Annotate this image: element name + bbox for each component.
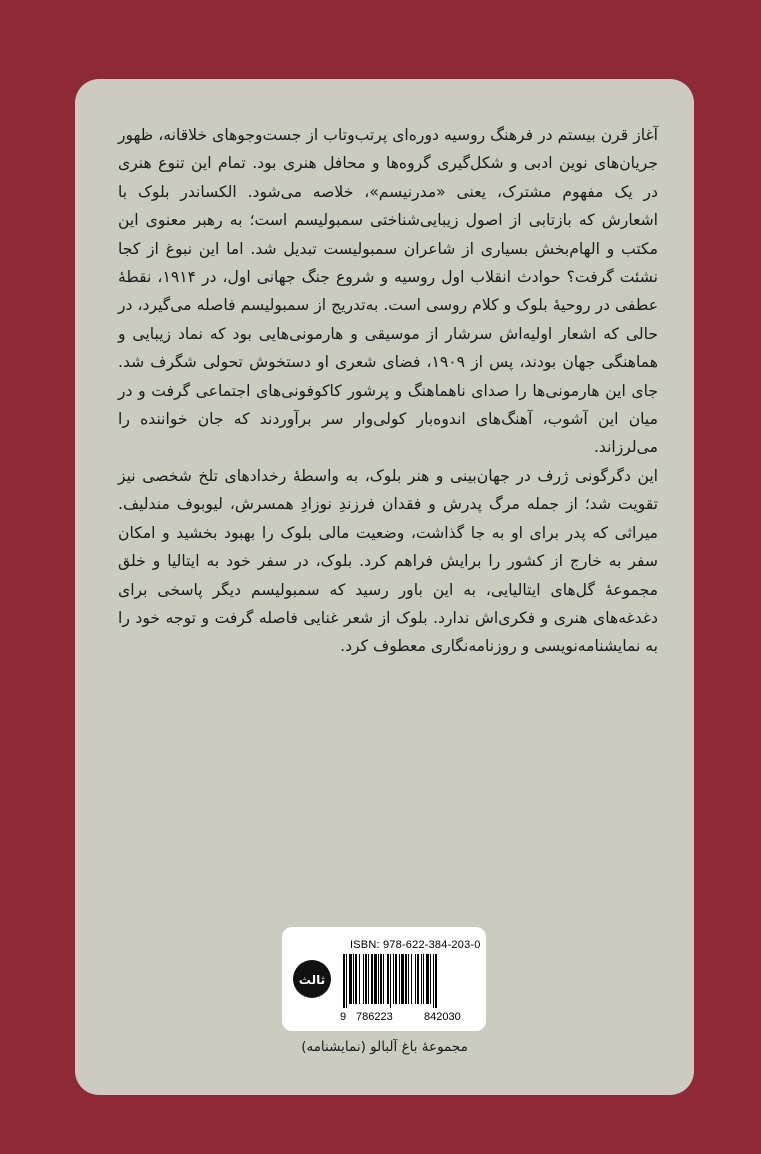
barcode-bar bbox=[359, 954, 360, 1004]
barcode-bar bbox=[343, 954, 345, 1008]
barcode-bar bbox=[421, 954, 422, 1004]
barcode-bar bbox=[426, 954, 429, 1004]
barcode-bar bbox=[387, 954, 389, 1004]
publisher-logo-text: ثالث bbox=[298, 973, 326, 987]
barcode-bar bbox=[423, 954, 424, 1004]
text-panel bbox=[75, 79, 694, 1095]
barcode-bar bbox=[363, 954, 364, 1004]
barcode-bar bbox=[380, 954, 382, 1004]
barcode-bar bbox=[399, 954, 400, 1004]
barcode-bar bbox=[401, 954, 404, 1004]
barcode-box bbox=[282, 927, 486, 1031]
barcode-bar bbox=[390, 954, 391, 1008]
barcode-bar bbox=[405, 954, 407, 1004]
barcode-lead-digit: 9 bbox=[340, 1011, 347, 1023]
barcode-bar bbox=[430, 954, 431, 1004]
barcode-bar bbox=[383, 954, 384, 1004]
synopsis-paragraph: این دگرگونی ژرف در جهان‌بینی و هنر بلوک، به واسطهٔ رخدادهای تلخ شخصی نیز تقویت شد؛ از جمله مرگ پدرش و فقدان فرزندِ نوزادِ همسرش، لیوبوف مندلیف. میراثی که پدر برای او به جا گذاشت، وضعیت مالی بلوک را بهبود بخشید و امکان سفر به خارج از کشور را برایش فراهم کرد. بلوک، در سفر خود به ایتالیا و خلق مجموعهٔ گل‌های ایتالیایی، به این باور رسید که سمبولیسم دیگر پاسخی برای دغدغه‌های هنری و فکری‌اش ندارد. بلوک از شعر غنایی فاصله گرفت و توجه خود را به نمایشنامه‌نویسی و روزنامه‌نگاری معطوف کرد. bbox=[118, 466, 658, 656]
barcode-bar bbox=[353, 954, 354, 1004]
isbn-label: ISBN: 978-622-384-203-0 bbox=[350, 939, 481, 951]
barcode-right-digits: 842030 bbox=[424, 1011, 461, 1023]
barcode-bar bbox=[371, 954, 373, 1004]
synopsis-paragraph: آغاز قرن بیستم در فرهنگ روسیه دوره‌ای پرتب‌وتاب از جست‌وجوهای خلاقانه، ظهور جریان‌های نوین ادبی و شکل‌گیری گروه‌ها و محافل هنری بود. تمام این تنوع هنری در یک مفهوم مشترک، یعنی «مدرنیسم»، خلاصه می‌شود. الکساندر بلوک با اشعارش که بازتابی از اصول زیبایی‌شناختی سمبولیسم است؛ به رهبر معنوی این مکتب و الهام‌بخش بسیاری از شاعران سمبولیست تبدیل شد. اما این نبوغ از کجا نشئت گرفت؟ حوادث انقلاب اول روسیه و شروع جنگ جهانی اول، در ۱۹۱۴، نقطهٔ عطفی در روحیهٔ بلوک و کلام روسی است. به‌تدریج از سمبولیسم فاصله می‌گیرد، در حالی که اشعار اولیه‌اش سرشار از موسیقی و هارمونی‌هایی بود که نماد زیبایی و هماهنگی جهان بودند، پس از ۱۹۰۹، فضای شعری او دستخوش تحولی شگرف شد. جای این هارمونی‌ها را صدای ناهماهنگ و پرشور کاکوفونی‌های اجتماعی گرفت و در میان این آشوب، آهنگ‌های اندوه‌بار کولی‌وار سر برآوردند که جان خواننده را می‌لرزاند. bbox=[118, 126, 659, 457]
barcode-bar bbox=[417, 954, 419, 1004]
barcode-bar bbox=[346, 954, 347, 1008]
barcode-bar bbox=[435, 954, 437, 1008]
publisher-logo-icon bbox=[292, 959, 332, 999]
barcode-bar bbox=[415, 954, 416, 1004]
barcode-left-digits: 786223 bbox=[356, 1011, 393, 1023]
barcode-bar bbox=[355, 954, 357, 1004]
series-label: مجموعهٔ باغ آلبالو (نمایشنامه) bbox=[301, 1039, 468, 1055]
barcode-bar bbox=[411, 954, 412, 1004]
barcode-bar bbox=[395, 954, 397, 1004]
barcode-bar bbox=[378, 954, 379, 1004]
barcode-bar bbox=[393, 954, 394, 1004]
barcode-bar bbox=[368, 954, 369, 1004]
barcode-bar bbox=[349, 954, 352, 1004]
barcode-bars bbox=[342, 954, 474, 1008]
synopsis-text bbox=[118, 121, 658, 661]
barcode-bar bbox=[408, 954, 409, 1004]
barcode-bar bbox=[365, 954, 367, 1004]
barcode-bar bbox=[374, 954, 377, 1004]
barcode-bar bbox=[433, 954, 434, 1008]
